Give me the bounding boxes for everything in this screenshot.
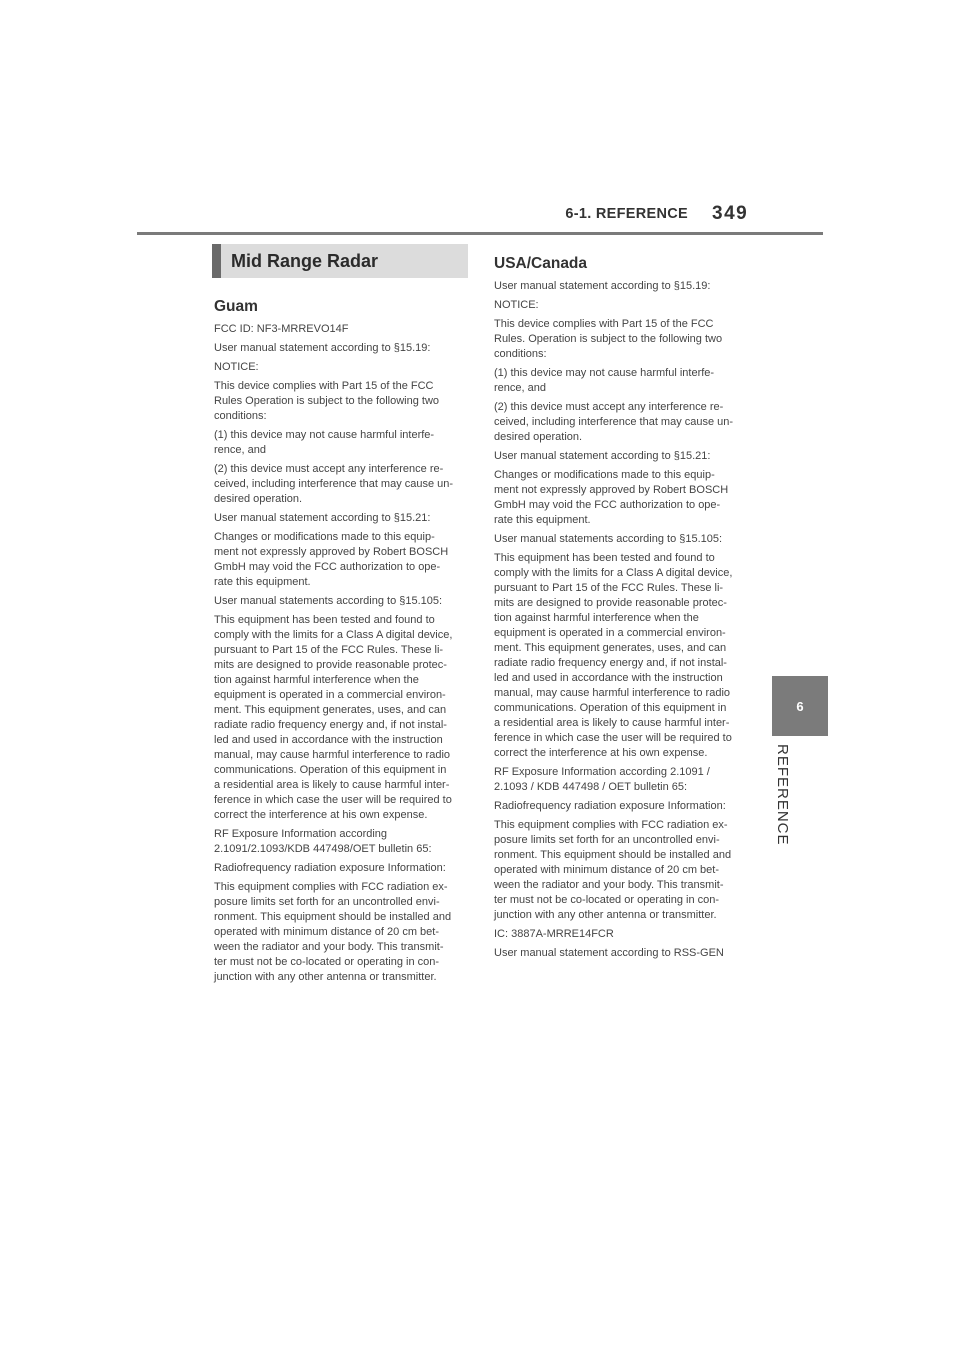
paragraph: This device complies with Part 15 of the FCC Rules. Operation is subject to the following two conditions: xyxy=(494,318,723,360)
paragraph: RF Exposure Information according 2.1091/2.1093/KDB 447498/OET bulletin 65: xyxy=(214,828,432,855)
section-banner-title: Mid Range Radar xyxy=(231,250,379,271)
right-column xyxy=(494,253,750,965)
chapter-tab xyxy=(772,676,828,736)
paragraph: FCC ID: NF3-MRREVO14F xyxy=(214,323,349,335)
paragraph: User manual statement according to §15.19: xyxy=(494,280,711,292)
paragraph: User manual statements according to §15.105: xyxy=(494,533,723,545)
paragraph: This equipment has been tested and found to comply with the limits for a Class A digital device, pursuant to Part 15 of the FCC Rules. These li- mits are designed to provide reasonable protec- tion against harmful interference when the equipment is operated in a commercial environ- ment. This equipment generates, uses, and can radiate radio frequency energy and, if not instal- led and used in accordance with the instruction manual, may cause harmful interference to radio communications. Operation of this equipment in a residential area is likely to cause harmful inter- ference in which case the user will be required to correct the interference at his own expense. xyxy=(494,552,733,759)
section-banner xyxy=(212,244,468,278)
paragraph: This device complies with Part 15 of the FCC Rules Operation is subject to the following two conditions: xyxy=(214,380,440,422)
paragraph: NOTICE: xyxy=(214,361,259,373)
left-column xyxy=(214,296,470,989)
chapter-tab-number: 6 xyxy=(796,698,804,714)
paragraph: (1) this device may not cause harmful interfe- rence, and xyxy=(214,429,435,456)
paragraph: User manual statements according to §15.105: xyxy=(214,595,443,607)
paragraph: (2) this device must accept any interference re- ceived, including interference that may cause un- desired operation. xyxy=(494,401,734,443)
paragraph: This equipment has been tested and found to comply with the limits for a Class A digital device, pursuant to Part 15 of the FCC Rules. These li- mits are designed to provide reasonable protec- tion against harmful interference when the equipment is operated in a commercial environ- ment. This equipment generates, uses, and can radiate radio frequency energy and, if not instal- led and used in accordance with the instruction manual, may cause harmful interference to radio communications. Operation of this equipment in a residential area is likely to cause harmful inter- ference in which case the user will be required to correct the interference at his own expense. xyxy=(214,614,453,821)
paragraph: User manual statement according to RSS-GEN xyxy=(494,947,724,959)
paragraph: User manual statement according to §15.21: xyxy=(214,512,431,524)
paragraph: User manual statement according to §15.21: xyxy=(494,450,711,462)
left-column-body xyxy=(214,322,470,985)
paragraph: Radiofrequency radiation exposure Information: xyxy=(494,800,726,812)
header-rule xyxy=(137,232,823,235)
header-section-title: 6-1. REFERENCE xyxy=(565,206,688,222)
paragraph: Radiofrequency radiation exposure Information: xyxy=(214,862,446,874)
paragraph: This equipment complies with FCC radiation ex- posure limits set forth for an uncontrolled envi- ronment. This equipment should be installed and operated with minimum distance of 20 cm bet- ween the radiator and your body. This transmit- ter must not be co-located or operating in con- junction with any other antenna or transmitter. xyxy=(494,819,732,921)
page-number: 349 xyxy=(712,203,749,224)
paragraph: This equipment complies with FCC radiation ex- posure limits set forth for an uncontrolled envi- ronment. This equipment should be installed and operated with minimum distance of 20 cm bet- ween the radiator and your body. This transmit- ter must not be co-located or operating in con- junction with any other antenna or transmitter. xyxy=(214,881,452,983)
paragraph: Changes or modifications made to this equip- ment not expressly approved by Robert BOSCH GmbH may void the FCC authorization to ope- rate this equipment. xyxy=(494,469,729,526)
right-column-heading: USA/Canada xyxy=(494,255,588,272)
left-column-heading: Guam xyxy=(214,298,258,315)
paragraph: (2) this device must accept any interference re- ceived, including interference that may cause un- desired operation. xyxy=(214,463,454,505)
paragraph: Changes or modifications made to this equip- ment not expressly approved by Robert BOSCH GmbH may void the FCC authorization to ope- rate this equipment. xyxy=(214,531,449,588)
chapter-tab-label: REFERENCE xyxy=(774,744,791,846)
right-column-body xyxy=(494,279,750,961)
paragraph: IC: 3887A-MRRE14FCR xyxy=(494,928,614,940)
paragraph: RF Exposure Information according 2.1091 / 2.1093 / KDB 447498 / OET bulletin 65: xyxy=(494,766,710,793)
paragraph: NOTICE: xyxy=(494,299,539,311)
paragraph: (1) this device may not cause harmful interfe- rence, and xyxy=(494,367,715,394)
paragraph: User manual statement according to §15.19: xyxy=(214,342,431,354)
